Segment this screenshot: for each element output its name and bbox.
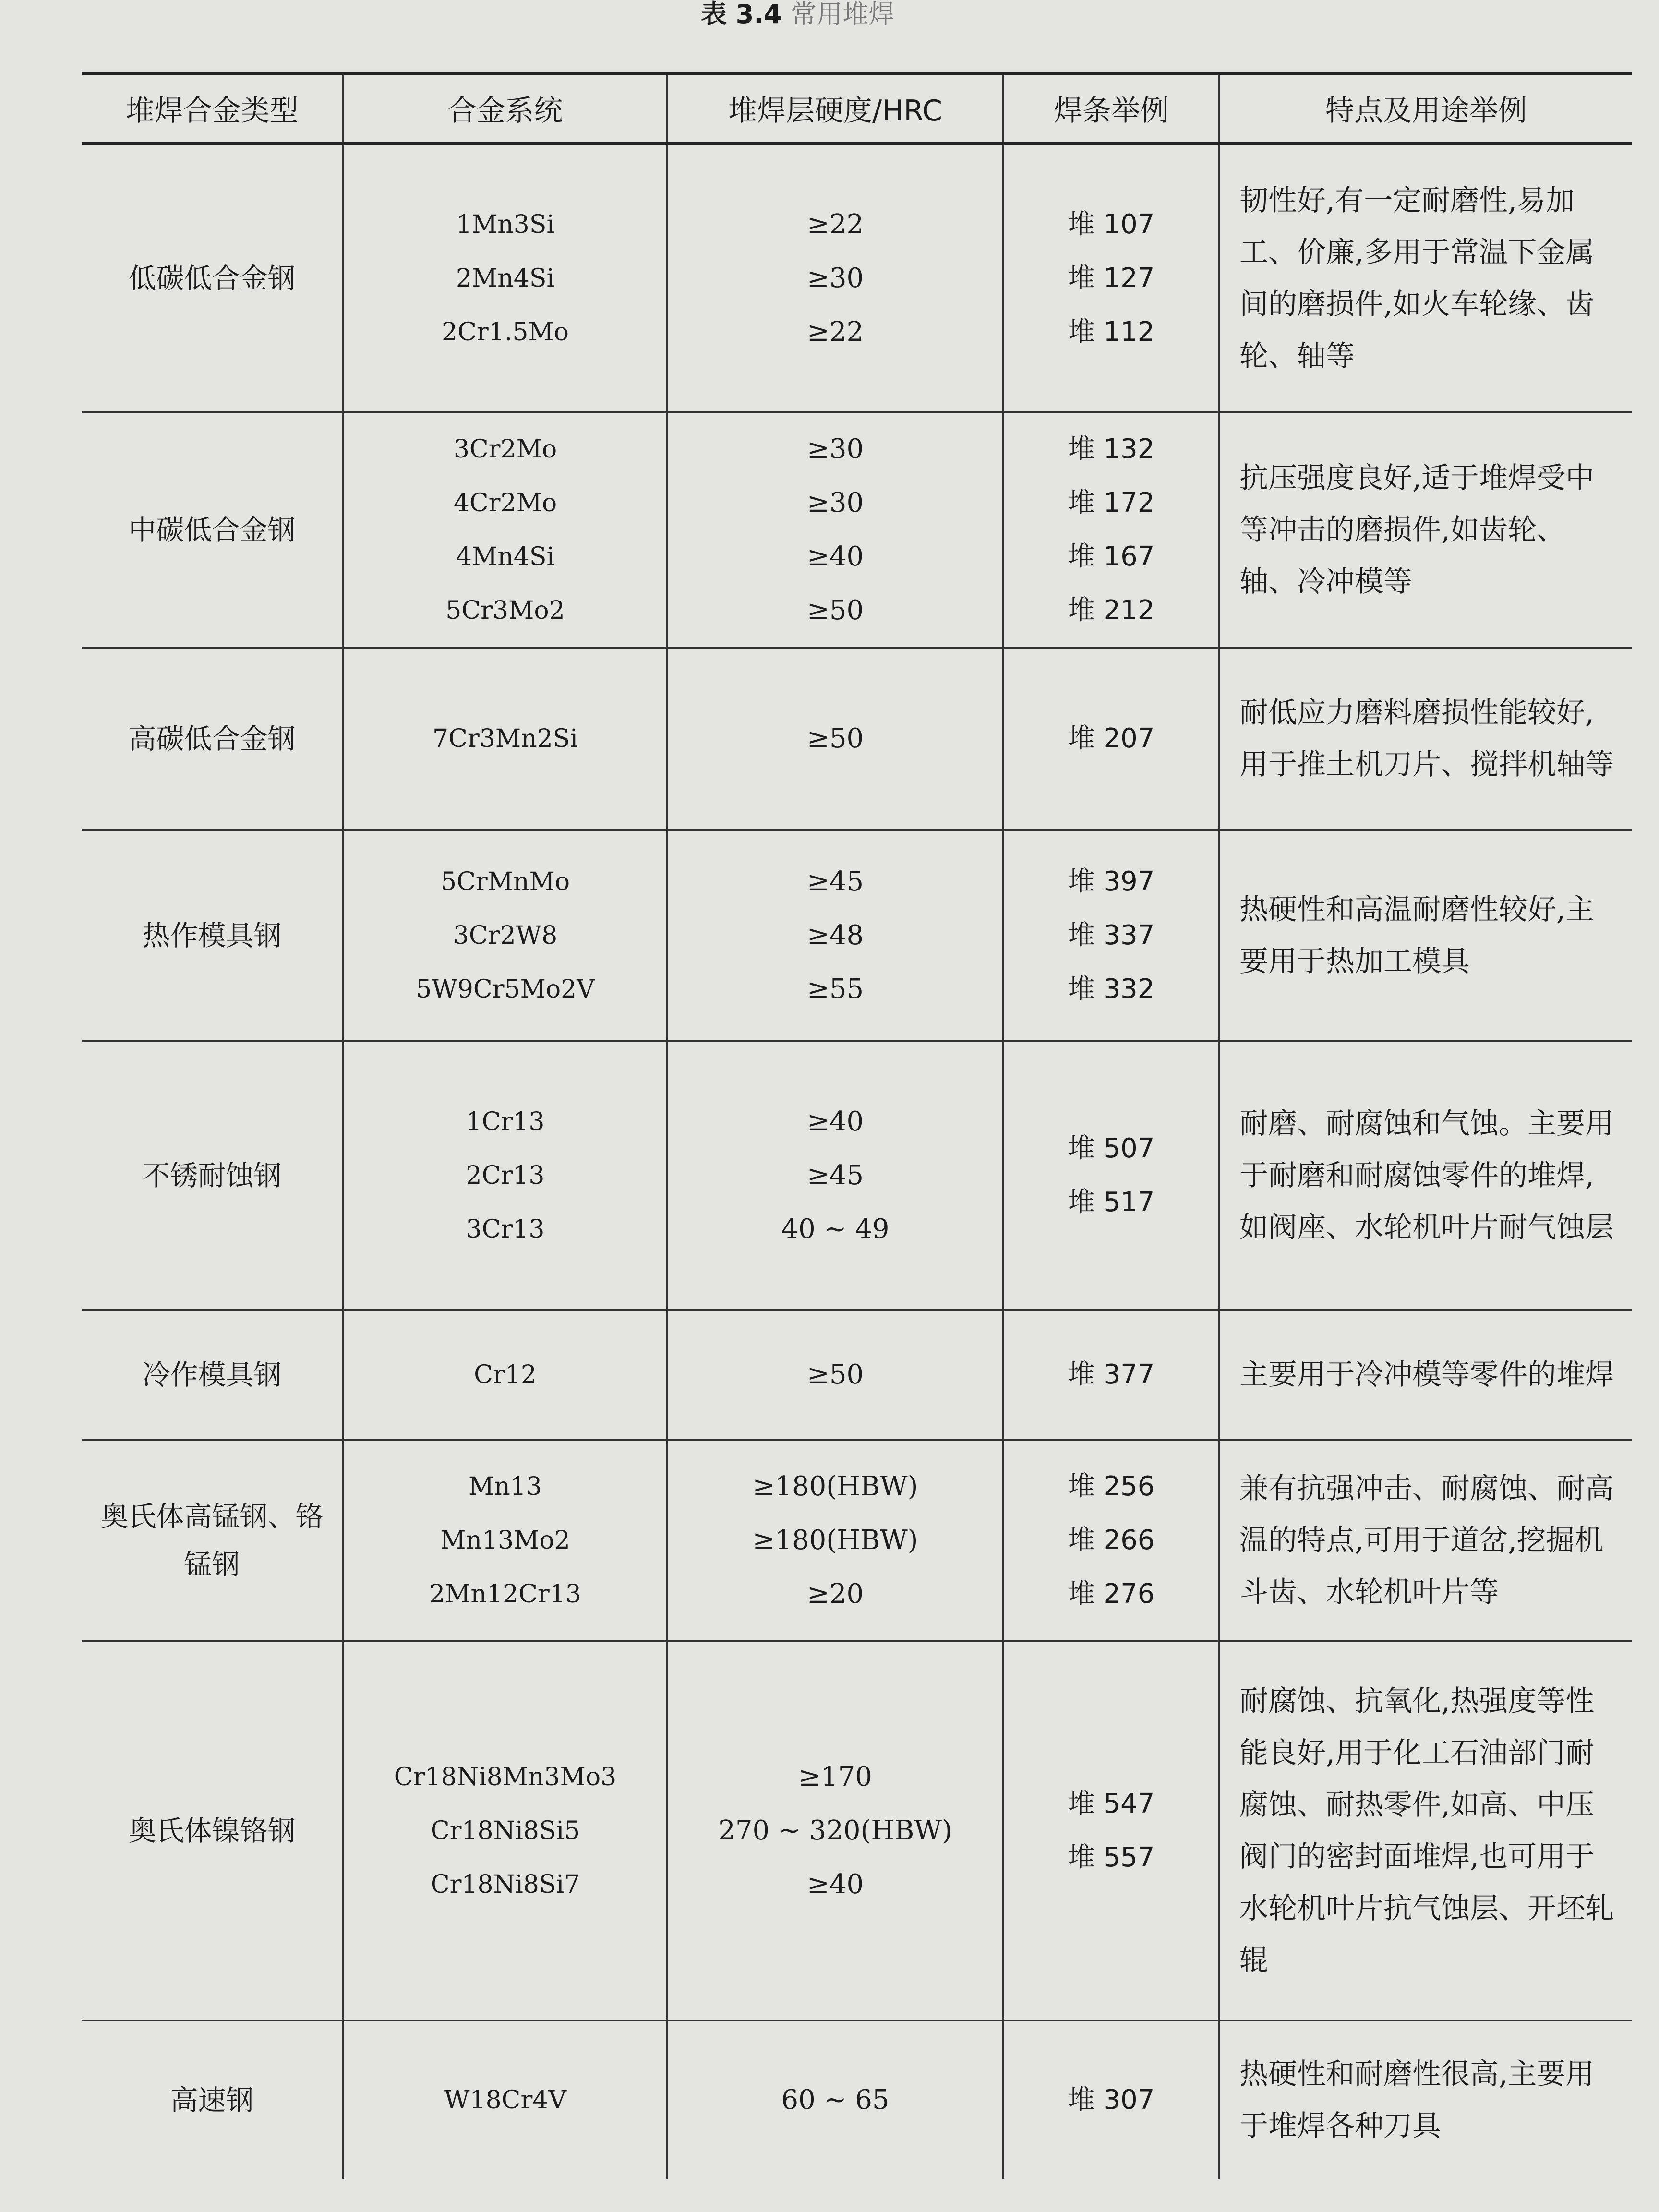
electrode-cell: [1003, 648, 1219, 830]
electrode-item: 堆 107: [1068, 208, 1155, 240]
electrode-item: 堆 337: [1068, 920, 1155, 951]
hardfacing-alloy-table: [82, 72, 1632, 2179]
alloy-system-item: W18Cr4V: [444, 2086, 566, 2115]
electrode-item: 堆 276: [1068, 1578, 1155, 1610]
alloy-system-item: 5W9Cr5Mo2V: [416, 975, 595, 1004]
header-alloy-system: 合金系统: [343, 73, 667, 144]
header-hardness: 堆焊层硬度/HRC: [667, 73, 1003, 144]
electrode-cell: [1003, 830, 1219, 1041]
table-row: [82, 1440, 1632, 1641]
hardness-item: ≥22: [806, 208, 864, 240]
alloy-type-cell: 奥氏体高锰钢、铬锰钢: [82, 1440, 343, 1641]
electrode-cell: [1003, 412, 1219, 648]
electrode-cell: [1003, 1310, 1219, 1440]
hardness-item: ≥55: [806, 974, 864, 1005]
hardness-cell: [667, 412, 1003, 648]
electrode-item: 堆 112: [1068, 316, 1155, 348]
header-electrode-example: 焊条举例: [1003, 73, 1219, 144]
hardness-item: ≥40: [806, 1106, 864, 1137]
alloy-system-item: Cr18Ni8Si7: [430, 1870, 580, 1899]
hardness-item: ≥180(HBW): [752, 1471, 918, 1502]
hardness-cell: [667, 144, 1003, 412]
alloy-system-item: Cr18Ni8Mn3Mo3: [394, 1763, 617, 1791]
features-uses-cell: 抗压强度良好,适于堆焊受中等冲击的磨损件,如齿轮、轴、冷冲模等: [1219, 412, 1632, 648]
alloy-system-item: 2Cr13: [466, 1161, 545, 1190]
alloy-system-item: 7Cr3Mn2Si: [433, 724, 578, 753]
alloy-system-cell: [343, 1641, 667, 2020]
hardness-cell: [667, 1310, 1003, 1440]
alloy-type-cell: 高速钢: [82, 2020, 343, 2179]
hardness-item: ≥45: [806, 1160, 864, 1191]
alloy-system-cell: [343, 1310, 667, 1440]
electrode-cell: [1003, 2020, 1219, 2179]
table-row: [82, 1641, 1632, 2020]
alloy-system-item: 4Cr2Mo: [453, 489, 557, 517]
caption-label: 表 3.4: [701, 0, 782, 29]
alloy-type-cell: 奥氏体镍铬钢: [82, 1641, 343, 2020]
alloy-system-cell: [343, 648, 667, 830]
electrode-cell: [1003, 1641, 1219, 2020]
table-header-row: [82, 73, 1632, 144]
hardness-item: ≥180(HBW): [752, 1525, 918, 1556]
hardness-item: ≥30: [806, 262, 864, 294]
alloy-system-cell: [343, 144, 667, 412]
alloy-system-item: 4Mn4Si: [456, 542, 555, 571]
hardness-cell: [667, 830, 1003, 1041]
table-row: [82, 412, 1632, 648]
features-uses-cell: 韧性好,有一定耐磨性,易加工、价廉,多用于常温下金属间的磨损件,如火车轮缘、齿轮、轴等: [1219, 144, 1632, 412]
hardness-item: ≥22: [806, 316, 864, 348]
electrode-item: 堆 167: [1068, 541, 1155, 572]
hardness-cell: [667, 1641, 1003, 2020]
electrode-cell: [1003, 144, 1219, 412]
features-uses-cell: 耐磨、耐腐蚀和气蚀。主要用于耐磨和耐腐蚀零件的堆焊,如阀座、水轮机叶片耐气蚀层: [1219, 1041, 1632, 1310]
features-uses-cell: 热硬性和耐磨性很高,主要用于堆焊各种刀具: [1219, 2020, 1632, 2179]
alloy-type-cell: 低碳低合金钢: [82, 144, 343, 412]
alloy-system-item: 3Cr13: [466, 1215, 545, 1244]
hardness-item: 270 ~ 320(HBW): [718, 1815, 952, 1846]
header-features-uses: 特点及用途举例: [1219, 73, 1632, 144]
alloy-system-item: 1Mn3Si: [456, 210, 555, 239]
features-uses-cell: 耐低应力磨料磨损性能较好,用于推土机刀片、搅拌机轴等: [1219, 648, 1632, 830]
hardness-item: ≥170: [798, 1761, 872, 1792]
electrode-item: 堆 266: [1068, 1525, 1155, 1556]
alloy-type-cell: 冷作模具钢: [82, 1310, 343, 1440]
header-alloy-type: 堆焊合金类型: [82, 73, 343, 144]
electrode-item: 堆 517: [1068, 1187, 1155, 1218]
hardness-item: ≥30: [806, 433, 864, 465]
alloy-system-item: 2Mn12Cr13: [429, 1580, 581, 1609]
alloy-system-cell: [343, 2020, 667, 2179]
features-uses-cell: 主要用于冷冲模等零件的堆焊: [1219, 1310, 1632, 1440]
electrode-item: 堆 557: [1068, 1842, 1155, 1873]
alloy-system-item: Cr12: [474, 1360, 537, 1389]
hardness-item: 40 ~ 49: [781, 1214, 890, 1245]
alloy-system-cell: [343, 412, 667, 648]
caption-title: 常用堆焊: [791, 0, 895, 29]
hardness-cell: [667, 1041, 1003, 1310]
hardness-item: ≥50: [806, 723, 864, 754]
alloy-system-item: 5Cr3Mo2: [445, 596, 565, 625]
alloy-system-item: 2Cr1.5Mo: [442, 317, 569, 347]
electrode-item: 堆 507: [1068, 1133, 1155, 1164]
electrode-item: 堆 547: [1068, 1788, 1155, 1819]
hardness-item: ≥20: [806, 1578, 864, 1610]
alloy-type-cell: 中碳低合金钢: [82, 412, 343, 648]
electrode-item: 堆 377: [1068, 1359, 1155, 1390]
alloy-system-item: Cr18Ni8Si5: [430, 1816, 580, 1845]
alloy-system-item: 2Mn4Si: [456, 264, 555, 293]
features-uses-cell: 热硬性和高温耐磨性较好,主要用于热加工模具: [1219, 830, 1632, 1041]
hardness-cell: [667, 2020, 1003, 2179]
alloy-system-cell: [343, 1041, 667, 1310]
hardness-item: ≥40: [806, 1869, 864, 1900]
hardness-cell: [667, 648, 1003, 830]
electrode-item: 堆 207: [1068, 723, 1155, 754]
hardness-item: ≥48: [806, 920, 864, 951]
alloy-system-item: 3Cr2W8: [453, 921, 558, 950]
electrode-item: 堆 397: [1068, 866, 1155, 897]
features-uses-cell: 兼有抗强冲击、耐腐蚀、耐高温的特点,可用于道岔,挖掘机斗齿、水轮机叶片等: [1219, 1440, 1632, 1641]
table-row: [82, 648, 1632, 830]
alloy-system-item: 3Cr2Mo: [453, 435, 557, 464]
alloy-system-item: Mn13: [469, 1472, 542, 1501]
alloy-system-item: 1Cr13: [466, 1107, 545, 1136]
electrode-item: 堆 127: [1068, 262, 1155, 294]
hardness-cell: [667, 1440, 1003, 1641]
alloy-type-cell: 热作模具钢: [82, 830, 343, 1041]
alloy-type-cell: 不锈耐蚀钢: [82, 1041, 343, 1310]
table-row: [82, 144, 1632, 412]
alloy-system-item: Mn13Mo2: [440, 1526, 570, 1555]
hardness-item: ≥45: [806, 866, 864, 897]
alloy-type-cell: 高碳低合金钢: [82, 648, 343, 830]
table-row: [82, 2020, 1632, 2179]
electrode-item: 堆 332: [1068, 974, 1155, 1005]
electrode-item: 堆 172: [1068, 487, 1155, 518]
electrode-cell: [1003, 1440, 1219, 1641]
table-row: [82, 1310, 1632, 1440]
electrode-cell: [1003, 1041, 1219, 1310]
hardness-item: ≥30: [806, 487, 864, 518]
hardness-item: 60 ~ 65: [781, 2084, 890, 2116]
features-uses-cell: 耐腐蚀、抗氧化,热强度等性能良好,用于化工石油部门耐腐蚀、耐热零件,如高、中压阀门的密封面堆焊,也可用于水轮机叶片抗气蚀层、开坯轧辊: [1219, 1641, 1632, 2020]
electrode-item: 堆 256: [1068, 1471, 1155, 1502]
hardness-item: ≥50: [806, 595, 864, 626]
electrode-item: 堆 307: [1068, 2084, 1155, 2116]
table-row: [82, 830, 1632, 1041]
table-caption: [701, 0, 894, 29]
hardness-item: ≥40: [806, 541, 864, 572]
table-row: [82, 1041, 1632, 1310]
electrode-item: 堆 212: [1068, 595, 1155, 626]
alloy-system-item: 5CrMnMo: [440, 867, 570, 896]
alloy-system-cell: [343, 830, 667, 1041]
hardness-item: ≥50: [806, 1359, 864, 1390]
electrode-item: 堆 132: [1068, 433, 1155, 465]
table-body: [82, 144, 1632, 2179]
alloy-system-cell: [343, 1440, 667, 1641]
